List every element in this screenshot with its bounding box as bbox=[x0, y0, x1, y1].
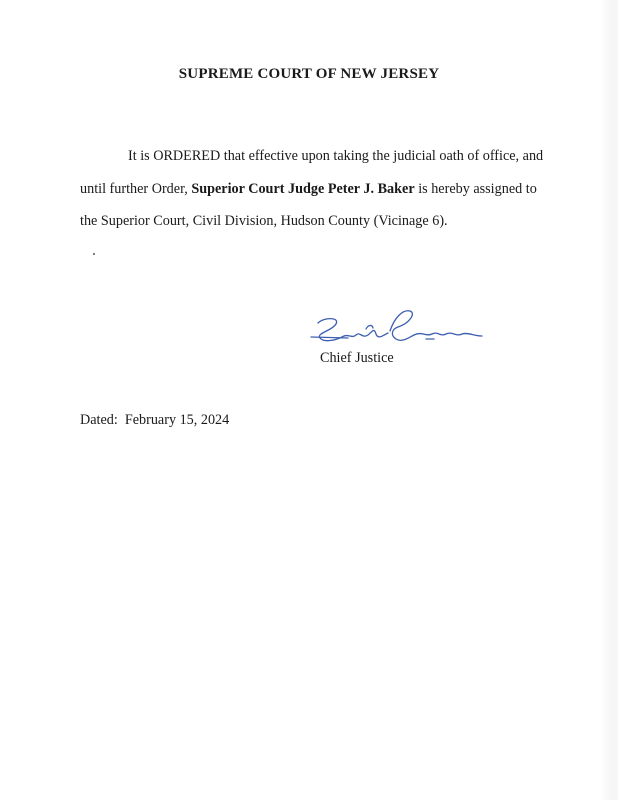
order-line-2-end: is hereby assigned to bbox=[414, 180, 537, 197]
dated-label: Dated: bbox=[80, 412, 118, 428]
order-line-3-text: the Superior Court, Civil Division, Hudson County (Vicinage 6). bbox=[80, 213, 448, 229]
court-heading: SUPREME COURT OF NEW JERSEY bbox=[178, 66, 440, 82]
order-body bbox=[80, 140, 585, 238]
scan-speck bbox=[93, 253, 95, 255]
scan-edge-shading bbox=[600, 0, 618, 800]
order-line-1 bbox=[105, 140, 585, 173]
handwritten-signature bbox=[306, 307, 496, 355]
order-line-3 bbox=[80, 205, 585, 238]
order-line-2-start: until further Order, bbox=[80, 180, 192, 197]
judge-name: Superior Court Judge Peter J. Baker bbox=[191, 180, 415, 197]
dated-line bbox=[80, 412, 229, 429]
order-line-2 bbox=[80, 173, 585, 206]
dated-value: February 15, 2024 bbox=[124, 412, 230, 428]
signatory-title: Chief Justice bbox=[320, 350, 394, 366]
order-line-1-text: It is ORDERED that effective upon taking the judicial oath of office, and bbox=[128, 148, 544, 164]
